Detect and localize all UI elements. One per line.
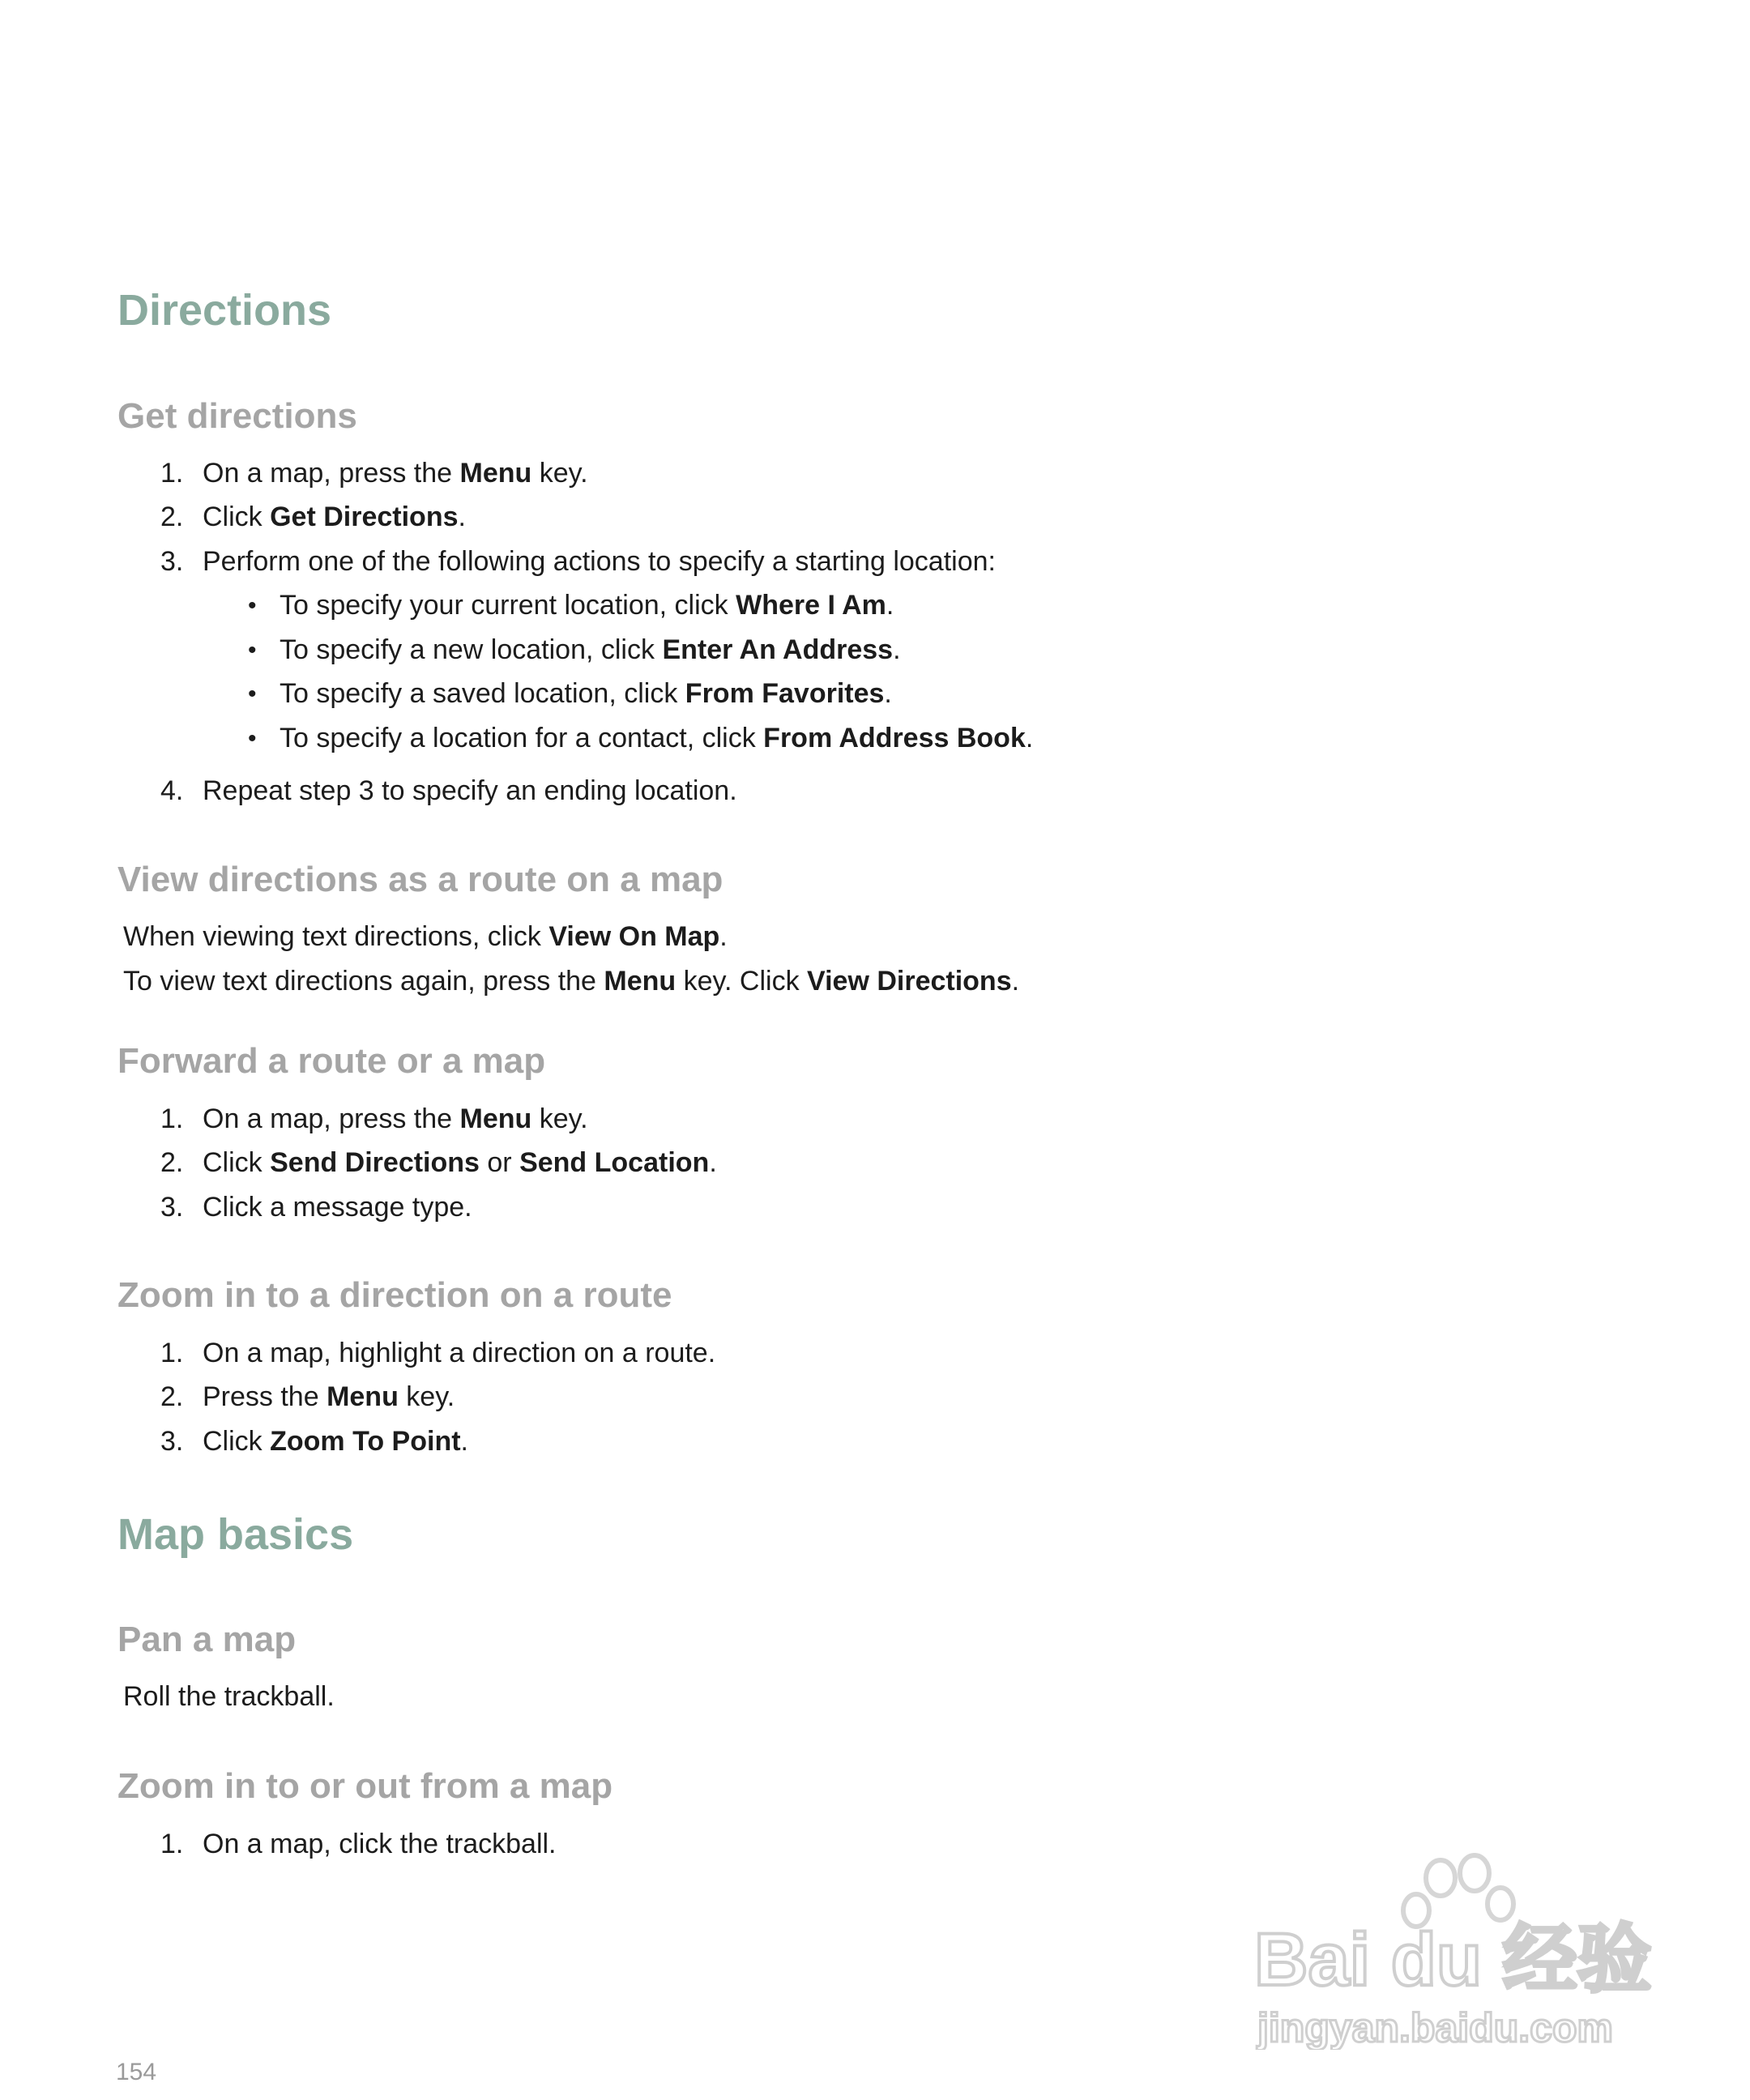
section-title-map-basics: Map basics (117, 1510, 354, 1559)
step-number: 4. (160, 775, 184, 806)
subsection-title-zoom-direction: Zoom in to a direction on a route (117, 1275, 672, 1315)
step-number: 1. (160, 1338, 184, 1368)
watermark-url: jingyan.baidu.com (1257, 2005, 1613, 2050)
bullet-icon: • (248, 725, 257, 752)
step-text: Click Get Directions. (203, 502, 466, 532)
paragraph: Roll the trackball. (123, 1681, 335, 1712)
step-number: 1. (160, 1829, 184, 1859)
step-text: On a map, press the Menu key. (203, 1103, 588, 1134)
section-title-directions: Directions (117, 286, 332, 335)
baidu-watermark (1248, 1847, 1669, 2050)
watermark-brand: Bai du 经验 (1254, 1919, 1652, 2001)
step-text: Repeat step 3 to specify an ending location. (203, 775, 737, 806)
step-number: 2. (160, 1147, 184, 1178)
paragraph: When viewing text directions, click View On Map. (123, 921, 728, 952)
bullet-text: To specify a saved location, click From Favorites. (280, 678, 892, 709)
step-text: Perform one of the following actions to specify a starting location: (203, 546, 996, 577)
paw-icon (1403, 1855, 1513, 1927)
subsection-title-view-route: View directions as a route on a map (117, 860, 723, 899)
paragraph: To view text directions again, press the Menu key. Click View Directions. (123, 966, 1020, 997)
subsection-title-forward-route: Forward a route or a map (117, 1041, 546, 1081)
step-text: Press the Menu key. (203, 1381, 455, 1412)
bullet-text: To specify a location for a contact, click From Address Book. (280, 723, 1034, 753)
bullet-text: To specify your current location, click Where I Am. (280, 590, 894, 621)
step-text: On a map, click the trackball. (203, 1829, 557, 1859)
step-number: 3. (160, 546, 184, 577)
step-number: 2. (160, 1381, 184, 1412)
bullet-icon: • (248, 681, 257, 707)
page-number: 154 (116, 2059, 157, 2085)
step-number: 1. (160, 458, 184, 489)
bullet-icon: • (248, 637, 257, 664)
bullet-icon: • (248, 592, 257, 619)
subsection-title-zoom-map: Zoom in to or out from a map (117, 1766, 613, 1806)
bullet-text: To specify a new location, click Enter An Address. (280, 634, 901, 665)
subsection-title-pan-map: Pan a map (117, 1620, 297, 1659)
step-text: Click Send Directions or Send Location. (203, 1147, 717, 1178)
step-number: 2. (160, 502, 184, 532)
step-number: 3. (160, 1192, 184, 1223)
step-text: On a map, press the Menu key. (203, 458, 588, 489)
subsection-title-get-directions: Get directions (117, 396, 357, 436)
step-text: Click Zoom To Point. (203, 1426, 468, 1457)
step-number: 3. (160, 1426, 184, 1457)
step-text: Click a message type. (203, 1192, 472, 1223)
step-number: 1. (160, 1103, 184, 1134)
step-text: On a map, highlight a direction on a route. (203, 1338, 716, 1368)
